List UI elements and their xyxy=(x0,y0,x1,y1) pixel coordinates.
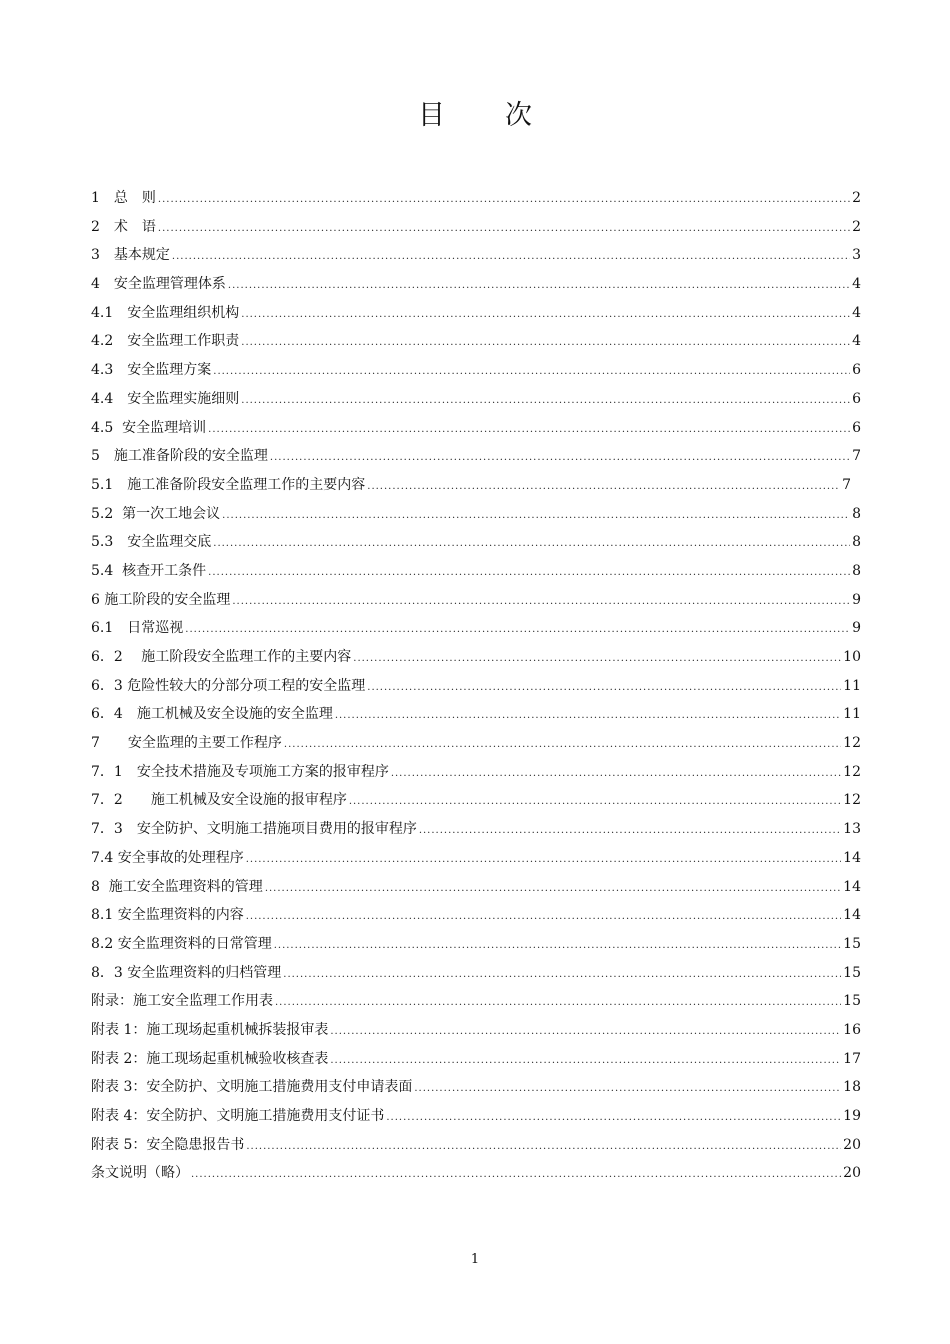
toc-entry-label: 1 总 则 xyxy=(91,190,156,206)
toc-leader-dots xyxy=(283,961,841,989)
toc-entry[interactable] xyxy=(91,873,861,902)
toc-leader-dots xyxy=(208,559,850,587)
toc-entry[interactable] xyxy=(91,815,861,844)
toc-entry[interactable] xyxy=(91,528,861,557)
toc-entry-label: 附表 5：安全隐患报告书 xyxy=(91,1136,245,1153)
toc-entry-page: 8 xyxy=(852,505,861,522)
toc-leader-dots xyxy=(222,502,850,530)
toc-entry-page: 2 xyxy=(852,218,861,235)
toc-entry-page: 12 xyxy=(843,792,861,809)
toc-entry[interactable] xyxy=(91,959,861,988)
toc-entry-label: 附表 2：施工现场起重机械验收核查表 xyxy=(91,1050,329,1067)
toc-entry-label: 6．2 施工阶段安全监理工作的主要内容 xyxy=(91,649,352,665)
toc-entry-label: 7．2 施工机械及安全设施的报审程序 xyxy=(91,792,347,809)
toc-entry[interactable] xyxy=(91,1073,861,1102)
toc-entry-page: 12 xyxy=(843,735,861,752)
toc-entry-label: 3 基本规定 xyxy=(91,247,170,264)
toc-entry-label: 附表 4：安全防护、文明施工措施费用支付证书 xyxy=(91,1108,385,1124)
toc-leader-dots xyxy=(172,243,850,271)
toc-entry[interactable] xyxy=(91,184,861,213)
page-number: 1 xyxy=(470,1252,480,1267)
toc-entry[interactable] xyxy=(91,901,861,930)
toc-leader-dots xyxy=(367,674,841,702)
toc-leader-dots xyxy=(274,932,841,960)
toc-entry-label: 条文说明（略） xyxy=(91,1165,189,1182)
toc-entry-label: 5.4 核查开工条件 xyxy=(91,562,207,579)
toc-entry[interactable] xyxy=(91,987,861,1016)
toc-entry-page: 16 xyxy=(843,1021,861,1038)
toc-entry-page: 19 xyxy=(843,1108,861,1124)
toc-entry-page: 4 xyxy=(852,304,861,321)
toc-entry-label: 6．4 施工机械及安全设施的安全监理 xyxy=(91,706,333,723)
toc-entry-label: 6．3 危险性较大的分部分项工程的安全监理 xyxy=(91,677,366,694)
toc-leader-dots xyxy=(232,588,850,616)
toc-entry-label: 5 施工准备阶段的安全监理 xyxy=(91,448,268,465)
toc-entry-label: 5.3 安全监理交底 xyxy=(91,534,212,551)
toc-entry-label: 4.4 安全监理实施细则 xyxy=(91,390,240,407)
toc-entry-page: 6 xyxy=(852,419,861,436)
toc-entry-label: 附表 1：施工现场起重机械拆装报审表 xyxy=(91,1021,329,1038)
toc-leader-dots xyxy=(386,1104,841,1132)
toc-leader-dots xyxy=(246,903,841,931)
toc-entry[interactable] xyxy=(91,471,861,500)
toc-entry[interactable] xyxy=(91,270,861,299)
toc-entry-label: 6.1 日常巡视 xyxy=(91,620,184,637)
table-of-contents xyxy=(91,184,861,1188)
toc-entry[interactable] xyxy=(91,442,861,471)
toc-entry-page: 15 xyxy=(843,964,861,981)
toc-entry[interactable] xyxy=(91,500,861,529)
toc-entry[interactable] xyxy=(91,557,861,586)
toc-entry-label: 8.1 安全监理资料的内容 xyxy=(91,907,244,924)
toc-entry-page: 13 xyxy=(843,821,861,838)
toc-leader-dots xyxy=(228,272,850,300)
toc-entry-page: 9 xyxy=(852,620,861,637)
toc-leader-dots xyxy=(330,1018,841,1046)
toc-entry-page: 9 xyxy=(852,591,861,608)
toc-leader-dots xyxy=(158,186,850,214)
toc-entry-page: 20 xyxy=(843,1136,861,1153)
toc-entry[interactable] xyxy=(91,844,861,873)
page-title xyxy=(0,96,950,136)
toc-entry-page: 8 xyxy=(852,562,861,579)
toc-entry[interactable] xyxy=(91,1016,861,1045)
toc-leader-dots xyxy=(284,731,841,759)
toc-entry[interactable] xyxy=(91,786,861,815)
toc-entry[interactable] xyxy=(91,930,861,959)
toc-leader-dots xyxy=(367,473,840,501)
toc-entry-page: 6 xyxy=(852,362,861,379)
toc-entry-label: 7 安全监理的主要工作程序 xyxy=(91,735,282,752)
toc-leader-dots xyxy=(246,846,841,874)
toc-leader-dots xyxy=(353,645,841,673)
toc-entry[interactable] xyxy=(91,672,861,701)
toc-entry-label: 4.5 安全监理培训 xyxy=(91,419,207,436)
toc-leader-dots xyxy=(419,817,841,845)
toc-entry-label: 4.2 安全监理工作职责 xyxy=(91,333,240,350)
toc-entry-page: 6 xyxy=(852,390,861,407)
toc-entry-label: 4.3 安全监理方案 xyxy=(91,362,212,379)
toc-leader-dots xyxy=(414,1075,841,1103)
toc-entry[interactable] xyxy=(91,700,861,729)
toc-leader-dots xyxy=(213,358,850,386)
toc-entry[interactable] xyxy=(91,1102,861,1131)
toc-entry-label: 7．3 安全防护、文明施工措施项目费用的报审程序 xyxy=(91,821,417,838)
toc-entry-page: 20 xyxy=(843,1165,861,1182)
toc-entry-label: 5.1 施工准备阶段安全监理工作的主要内容 xyxy=(91,476,366,493)
toc-entry[interactable] xyxy=(91,385,861,414)
toc-entry-page: 14 xyxy=(843,907,861,924)
toc-entry-page: 4 xyxy=(852,276,861,293)
toc-leader-dots xyxy=(265,875,841,903)
toc-entry-page: 8 xyxy=(852,534,861,551)
toc-entry-label: 2 术 语 xyxy=(91,218,156,235)
toc-leader-dots xyxy=(275,989,841,1017)
title-char-right: 次 xyxy=(505,100,532,131)
toc-entry-label: 6 施工阶段的安全监理 xyxy=(91,591,231,608)
toc-entry[interactable] xyxy=(91,356,861,385)
toc-entry-page: 17 xyxy=(843,1050,861,1067)
toc-entry-page: 11 xyxy=(843,706,861,723)
toc-entry-label: 附表 3：安全防护、文明施工措施费用支付申请表面 xyxy=(91,1079,413,1096)
toc-leader-dots xyxy=(213,530,850,558)
toc-entry-page: 3 xyxy=(852,247,861,264)
toc-leader-dots xyxy=(241,329,850,357)
toc-entry-page: 11 xyxy=(843,677,861,694)
toc-entry-label: 7．1 安全技术措施及专项施工方案的报审程序 xyxy=(91,763,389,780)
toc-entry-label: 4 安全监理管理体系 xyxy=(91,276,226,293)
toc-entry[interactable] xyxy=(91,327,861,356)
toc-entry-page: 15 xyxy=(843,935,861,952)
toc-entry[interactable] xyxy=(91,729,861,758)
toc-entry-page: 14 xyxy=(843,849,861,866)
toc-entry[interactable] xyxy=(91,758,861,787)
toc-entry-page: 15 xyxy=(843,993,861,1010)
toc-entry-page: 14 xyxy=(843,878,861,895)
toc-entry[interactable] xyxy=(91,1045,861,1074)
toc-entry-page: 18 xyxy=(843,1079,861,1096)
toc-entry-label: 4.1 安全监理组织机构 xyxy=(91,304,240,321)
toc-entry-label: 5.2 第一次工地会议 xyxy=(91,505,221,522)
toc-leader-dots xyxy=(158,215,850,243)
toc-leader-dots xyxy=(349,788,841,816)
toc-entry[interactable] xyxy=(91,1159,861,1188)
toc-entry-label: 7.4 安全事故的处理程序 xyxy=(91,849,244,866)
toc-leader-dots xyxy=(185,616,850,644)
toc-leader-dots xyxy=(241,387,850,415)
toc-entry-page: 7 xyxy=(852,448,861,465)
toc-entry-label: 附录：施工安全监理工作用表 xyxy=(91,993,273,1010)
toc-entry-label: 8.2 安全监理资料的日常管理 xyxy=(91,935,272,952)
toc-leader-dots xyxy=(241,301,850,329)
toc-entry[interactable] xyxy=(91,614,861,643)
toc-leader-dots xyxy=(191,1161,841,1189)
toc-entry-label: 8 施工安全监理资料的管理 xyxy=(91,878,263,895)
toc-entry[interactable] xyxy=(91,1131,861,1160)
toc-entry-page: 7 xyxy=(842,476,851,493)
toc-entry[interactable] xyxy=(91,299,861,328)
toc-leader-dots xyxy=(270,444,850,472)
toc-entry-page: 10 xyxy=(843,649,861,665)
toc-leader-dots xyxy=(335,702,841,730)
toc-entry[interactable] xyxy=(91,213,861,242)
toc-entry-label: 8．3 安全监理资料的归档管理 xyxy=(91,964,282,981)
toc-entry[interactable] xyxy=(91,643,861,672)
toc-entry-page: 2 xyxy=(852,190,861,206)
toc-leader-dots xyxy=(208,416,850,444)
toc-entry-page: 4 xyxy=(852,333,861,350)
toc-leader-dots xyxy=(391,760,841,788)
title-char-left: 目 xyxy=(418,100,445,131)
toc-leader-dots xyxy=(330,1047,841,1075)
toc-entry[interactable] xyxy=(91,241,861,270)
toc-leader-dots xyxy=(246,1133,841,1161)
toc-entry-page: 12 xyxy=(843,763,861,780)
toc-entry[interactable] xyxy=(91,586,861,615)
toc-entry[interactable] xyxy=(91,414,861,443)
